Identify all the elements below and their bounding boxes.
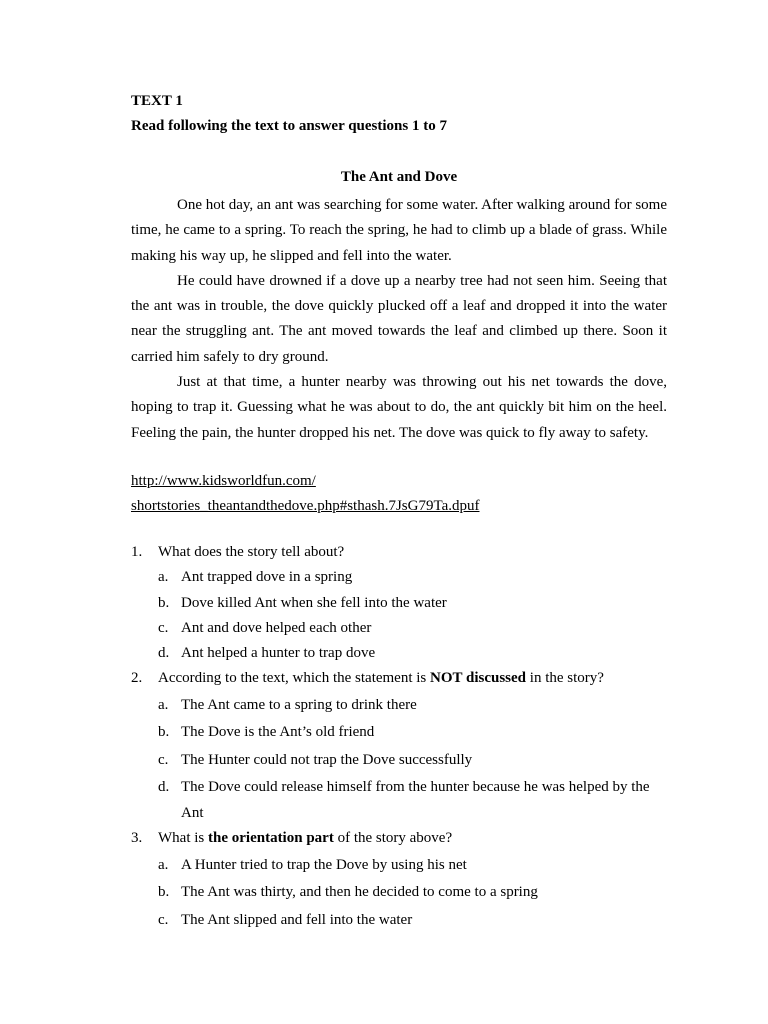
option-letter: a.: [158, 856, 169, 873]
option-letter: b.: [158, 884, 170, 901]
option-letter: a.: [158, 569, 169, 586]
option-text: Dove killed Ant when she fell into the water: [181, 594, 447, 611]
option-letter: c.: [158, 619, 169, 636]
question-number: 1.: [131, 544, 143, 560]
question-text-part: in the story?: [526, 670, 604, 687]
option-text: The Ant was thirty, and then he decided to come to a spring: [181, 884, 538, 901]
question-list: [131, 540, 667, 934]
source-link-line-1[interactable]: http://www.kidsworldfun.com/: [131, 473, 316, 489]
question-emphasis: the orientation part: [208, 830, 334, 847]
option: [131, 907, 667, 935]
option-text: Ant helped a hunter to trap dove: [181, 645, 376, 662]
question-2: [131, 666, 667, 826]
question-text: What does the story tell about?: [158, 544, 345, 560]
option: [131, 879, 667, 907]
story-body: [131, 193, 667, 446]
option: [131, 591, 667, 616]
source-link-line-2[interactable]: shortstories_theantandthedove.php#sthash.7JsG79Ta.dpuf: [131, 498, 480, 515]
question-text-part: What is: [158, 830, 208, 847]
option-letter: c.: [158, 911, 169, 928]
option-letter: d.: [158, 779, 170, 796]
option-text: The Hunter could not trap the Dove successfully: [181, 751, 473, 768]
option: [131, 565, 667, 590]
option: [131, 774, 667, 826]
option-letter: b.: [158, 594, 170, 611]
question-1: [131, 540, 667, 666]
source-link[interactable]: [131, 469, 479, 520]
option: [131, 692, 667, 720]
text-label: TEXT 1: [131, 93, 183, 109]
option-text: The Dove could release himself from the hunter because he was helped by the Ant: [181, 779, 650, 822]
option-letter: d.: [158, 645, 170, 662]
question-text: [158, 826, 452, 851]
question-text: [158, 666, 604, 691]
option-letter: b.: [158, 724, 170, 741]
option-letter: c.: [158, 751, 169, 768]
option: [131, 641, 667, 666]
option-text: Ant trapped dove in a spring: [181, 569, 353, 586]
option-letter: a.: [158, 696, 169, 713]
question-text-part: According to the text, which the statement is: [158, 670, 431, 687]
story-title: The Ant and Dove: [340, 169, 458, 185]
story-paragraph: Just at that time, a hunter nearby was throwing out his net towards the dove, hoping to trap it. Guessing what he was about to do, the ant quickly bit him on the heel. Feeling the pain, the hunter dropped his net. The dove was quick to fly away to safety.: [131, 374, 667, 441]
option: [131, 719, 667, 747]
question-number: 3.: [131, 830, 143, 847]
question-text-part: of the story above?: [333, 830, 453, 847]
option-text: A Hunter tried to trap the Dove by using his net: [181, 856, 467, 873]
story-paragraph: He could have drowned if a dove up a nearby tree had not seen him. Seeing that the ant was in trouble, the dove quickly plucked off a leaf and dropped it into the water near the struggling ant. The ant moved towards the leaf and climbed up there. Soon it carried him safely to dry ground.: [131, 272, 667, 365]
question-number: 2.: [131, 670, 143, 687]
option-text: The Ant slipped and fell into the water: [181, 911, 413, 928]
option: [131, 747, 667, 775]
option: [131, 852, 667, 880]
option-text: The Ant came to a spring to drink there: [181, 696, 417, 713]
option-text: The Dove is the Ant’s old friend: [181, 724, 375, 741]
question-emphasis: NOT discussed: [430, 670, 527, 687]
option: [131, 616, 667, 641]
question-3: [131, 826, 667, 934]
option-text: Ant and dove helped each other: [181, 619, 372, 636]
instruction: Read following the text to answer questions 1 to 7: [131, 118, 447, 134]
story-paragraph: One hot day, an ant was searching for some water. After walking around for some time, he came to a spring. To reach the spring, he had to climb up a blade of grass. While making his way up, he slipped and fell into the water.: [131, 197, 667, 264]
